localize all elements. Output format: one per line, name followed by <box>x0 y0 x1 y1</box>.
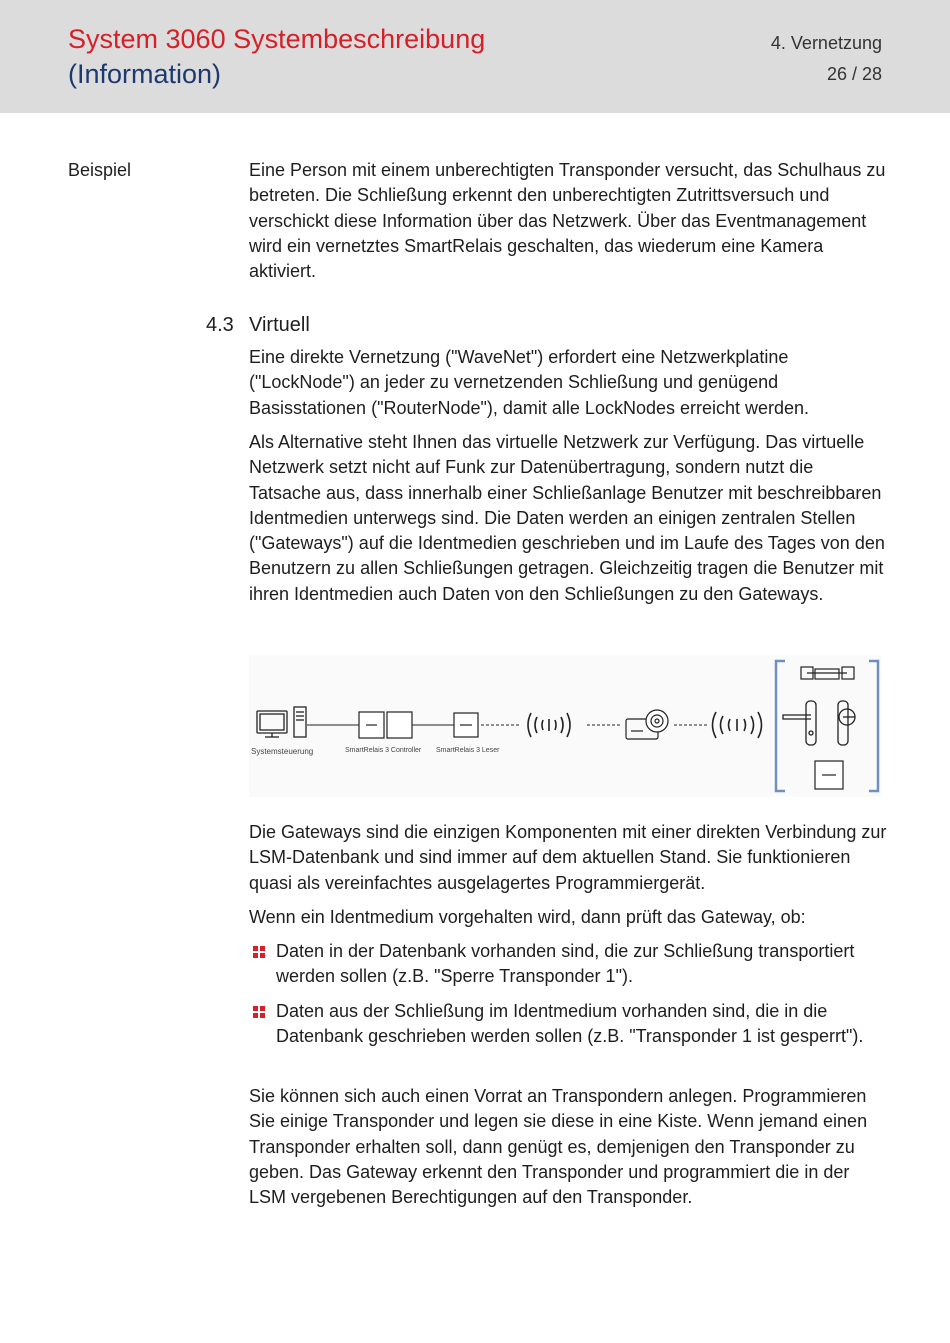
section-text-1: Eine direkte Vernetzung ("WaveNet") erfordert eine Netzwerkplatine ("LockNode") an jeder zu vernetzenden Schließung und genügend Basisstationen ("RouterNode"), damit alle LockNodes erreicht werden. <box>249 347 810 418</box>
chapter-name: 4. Vernetzung <box>770 33 882 53</box>
smartrelais-reader-icon <box>454 713 478 737</box>
bullet-icon <box>253 1006 265 1018</box>
after-paragraph-3 <box>249 1084 889 1210</box>
diagram-label-pc: Systemsteuerung <box>251 747 314 756</box>
page-header <box>0 0 950 113</box>
section-number: 4.3 <box>206 314 234 336</box>
section-paragraph-2 <box>249 430 889 607</box>
section-title: Virtuell <box>249 314 310 336</box>
list-item <box>249 939 889 990</box>
bullet-icon <box>253 946 265 958</box>
bullet-list <box>249 939 889 1049</box>
page-number: 26 / 28 <box>826 64 882 84</box>
chapter-info <box>771 28 882 90</box>
after-paragraph-1 <box>249 820 889 896</box>
after-paragraph-2 <box>249 905 889 930</box>
list-item-text: Daten aus der Schließung im Identmedium vorhanden sind, die in die Datenbank geschrieben werden sollen (z.B. "Transponder 1 ist gesperrt"). <box>276 1000 864 1046</box>
section-text-2: Als Alternative steht Ihnen das virtuelle Netzwerk zur Verfügung. Das virtuelle Netzwerk setzt nicht auf Funk zur Datenübertragung, sondern nutzt die Tatsache aus, dass innerhalb einer Schließanlage Benutzer mit beschreibbaren Identmedien unterwegs sind. Die Daten werden an einigen zentralen Stellen ("Gateways") auf die Identmedien geschrieben und im Laufe des Tages von den Benutzern zu allen Schließungen getragen. Gleichzeitig tragen die Benutzer mit ihren Identmedien auch Daten von den Schließungen zu den Gateways. <box>249 432 885 604</box>
document-title-line2: (Information) <box>68 59 222 89</box>
example-text: Eine Person mit einem unberechtigten Transponder versucht, das Schulhaus zu betreten. Die Schließung erkennt den unberechtigten Zutrittsversuch und verschickt diese Information über das Netzwerk. Über das Eventmanagement wird ein vernetztes SmartRelais geschalten, das wiederum eine Kamera aktiviert. <box>249 160 886 282</box>
list-item-text: Daten in der Datenbank vorhanden sind, die zur Schließung transportiert werden sollen (z.B. "Sperre Transponder 1"). <box>276 941 855 987</box>
after-text-1: Die Gateways sind die einzigen Komponenten mit einer direkten Verbindung zur LSM-Datenbank und sind immer auf dem aktuellen Stand. Sie funktionieren quasi als vereinfachtes ausgelagertes Programmiergerät. <box>249 822 887 893</box>
document-title <box>68 22 485 92</box>
wall-reader-icon <box>815 761 843 789</box>
diagram-label-reader: SmartRelais 3 Leser <box>436 747 500 754</box>
after-text-3: Sie können sich auch einen Vorrat an Transpondern anlegen. Programmieren Sie einige Transponder und legen sie diese in eine Kiste. Wenn jemand einen Transponder erhalten soll, dann genügt es, demjenigen den Transponder zu geben. Das Gateway erkennt den Transponder und programmiert die in der LSM vergebenen Berechtigungen auf den Transponder. <box>249 1086 868 1208</box>
diagram-label-controller: SmartRelais 3 Controller <box>345 747 422 754</box>
after-text-2: Wenn ein Identmedium vorgehalten wird, dann prüft das Gateway, ob: <box>249 907 806 927</box>
section-heading <box>206 312 310 338</box>
virtual-network-diagram <box>249 655 881 797</box>
document-title-line1: System 3060 Systembeschreibung <box>68 24 486 54</box>
section-paragraph-1 <box>249 345 889 421</box>
example-label: Beispiel <box>68 160 132 180</box>
example-paragraph <box>249 158 889 284</box>
list-item <box>249 999 889 1050</box>
